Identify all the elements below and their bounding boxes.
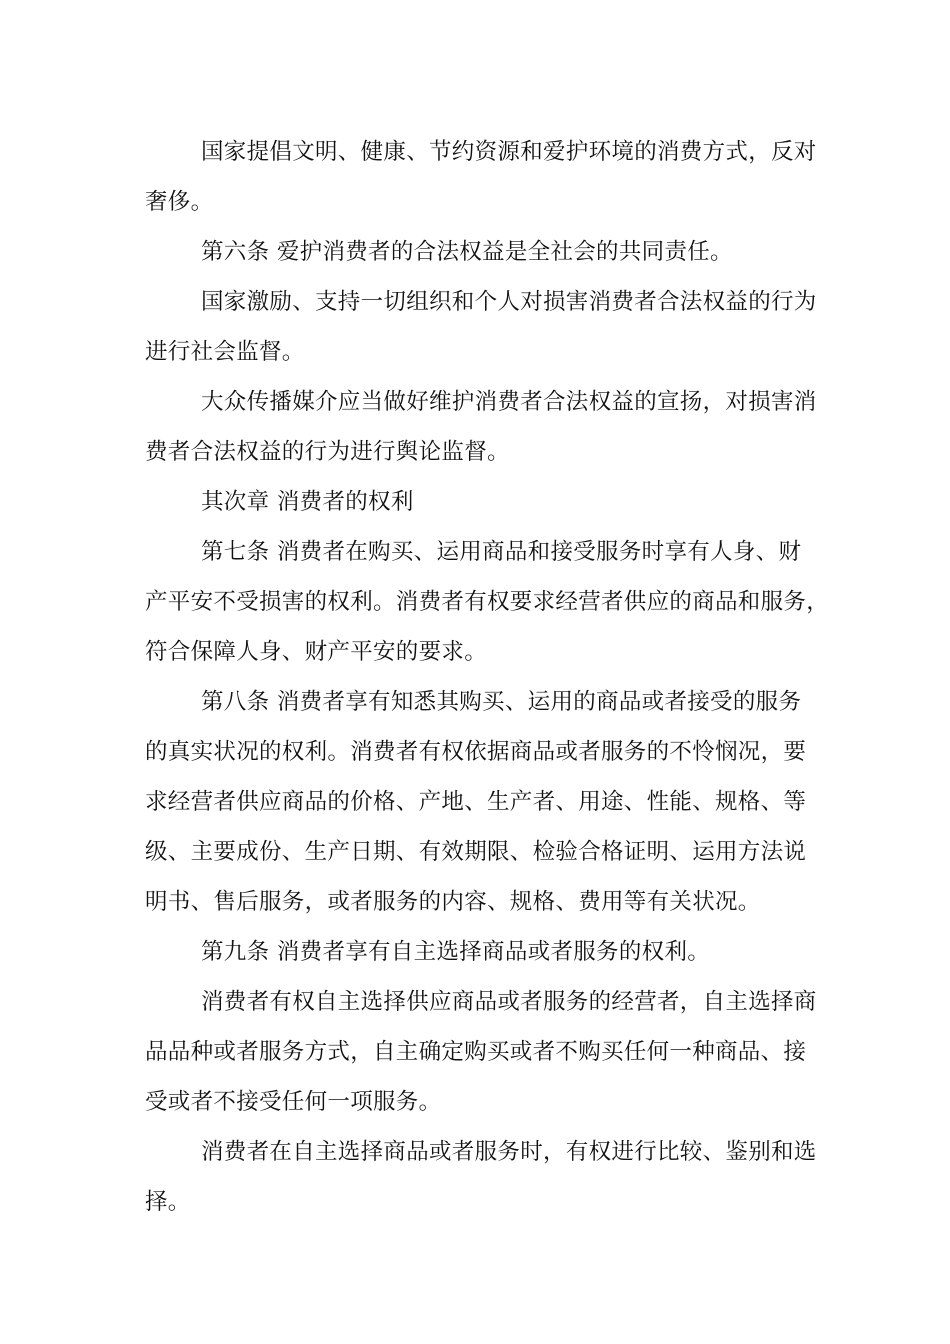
text-line: 消费者在自主选择商品或者服务时，有权进行比较、鉴别和选 [201,1139,817,1165]
text-line: 消费者有权自主选择供应商品或者服务的经营者，自主选择商 [201,989,817,1015]
text-line: 奢侈。 [145,189,214,215]
chapter-heading: 其次章 消费者的权利 [201,489,414,515]
text-line: 明书、售后服务，或者服务的内容、规格、费用等有关状况。 [145,889,761,915]
text-line: 国家激励、支持一切组织和个人对损害消费者合法权益的行为 [201,289,817,315]
text-line: 第九条 消费者享有自主选择商品或者服务的权利。 [201,939,711,965]
text-line: 级、主要成份、生产日期、有效期限、检验合格证明、运用方法说 [145,839,807,865]
text-line: 国家提倡文明、健康、节约资源和爱护环境的消费方式，反对 [201,139,817,165]
text-line: 受或者不接受任何一项服务。 [145,1089,442,1115]
text-line: 第六条 爱护消费者的合法权益是全社会的共同责任。 [201,239,733,265]
text-line: 择。 [145,1189,191,1215]
text-line: 第八条 消费者享有知悉其购买、运用的商品或者接受的服务 [201,689,802,715]
text-line: 符合保障人身、财产平安的要求。 [145,639,488,665]
text-line: 进行社会监督。 [145,339,305,365]
text-line: 求经营者供应商品的价格、产地、生产者、用途、性能、规格、等 [145,789,807,815]
text-line: 费者合法权益的行为进行舆论监督。 [145,439,510,465]
text-line: 的真实状况的权利。消费者有权依据商品或者服务的不怜悯况，要 [145,739,807,765]
text-line: 第七条 消费者在购买、运用商品和接受服务时享有人身、财 [201,539,802,565]
text-line: 大众传播媒介应当做好维护消费者合法权益的宣扬，对损害消 [201,389,817,415]
text-line: 品品种或者服务方式，自主确定购买或者不购买任何一种商品、接 [145,1039,807,1065]
text-line: 产平安不受损害的权利。消费者有权要求经营者供应的商品和服务， [145,589,830,615]
